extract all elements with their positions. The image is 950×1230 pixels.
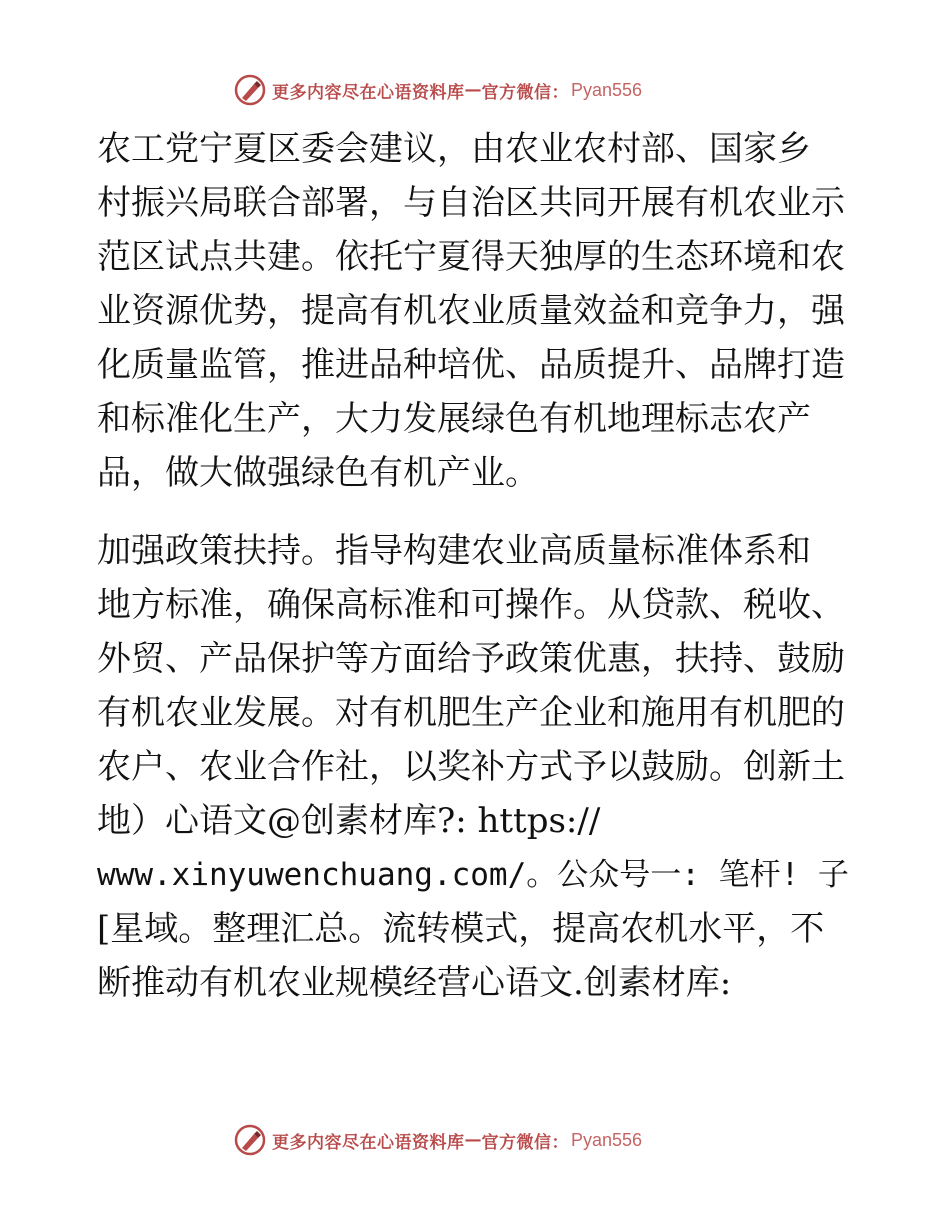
document-body bbox=[97, 122, 867, 1010]
text-line: 村振兴局联合部署，与自治区共同开展有机农业示 bbox=[97, 183, 845, 223]
text-line: 品，做大做强绿色有机产业。 bbox=[97, 453, 539, 493]
text-line: 范区试点共建。依托宁夏得天独厚的生态环境和农 bbox=[97, 237, 845, 277]
text-line: 加强政策扶持。指导构建农业高质量标准体系和 bbox=[97, 531, 811, 571]
paragraph-spacer bbox=[97, 500, 867, 524]
watermark-account: Pyan556 bbox=[571, 1129, 643, 1150]
watermark-label: 官方微信： bbox=[481, 1132, 569, 1153]
text-line: 和标准化生产，大力发展绿色有机地理标志农产 bbox=[97, 399, 811, 439]
pen-logo-icon bbox=[234, 1124, 266, 1156]
text-line: 有机农业发展。对有机肥生产企业和施用有机肥的 bbox=[97, 693, 845, 733]
watermark-separator: — bbox=[464, 1130, 482, 1150]
footer-watermark bbox=[234, 1122, 642, 1158]
text-line-url: www.xinyuwenchuang.com/。公众号一: 笔杆! 子 bbox=[97, 857, 849, 893]
watermark-label: 官方微信： bbox=[481, 82, 569, 103]
paragraph bbox=[97, 524, 867, 1010]
header-watermark bbox=[234, 72, 642, 108]
pen-logo-icon bbox=[234, 74, 266, 106]
text-line: 地）心语文@创素材库?: https:// bbox=[97, 801, 601, 841]
text-line: [星域。整理汇总。流转模式，提高农机水平，不 bbox=[97, 909, 825, 949]
watermark-separator: — bbox=[464, 80, 482, 100]
paragraph bbox=[97, 122, 867, 500]
watermark-account: Pyan556 bbox=[571, 79, 643, 100]
text-line: 地方标准，确保高标准和可操作。从贷款、税收、 bbox=[97, 585, 845, 625]
watermark-text: 更多内容尽在心语资料库 bbox=[272, 82, 465, 103]
text-line: 化质量监管，推进品种培优、品质提升、品牌打造 bbox=[97, 345, 845, 385]
text-line: 断推动有机农业规模经营心语文.创素材库: bbox=[97, 963, 732, 1003]
text-line: 农户、农业合作社，以奖补方式予以鼓励。创新土 bbox=[97, 747, 845, 787]
text-line: 外贸、产品保护等方面给予政策优惠，扶持、鼓励 bbox=[97, 639, 845, 679]
watermark-text: 更多内容尽在心语资料库 bbox=[272, 1132, 465, 1153]
text-line: 业资源优势，提高有机农业质量效益和竞争力，强 bbox=[97, 291, 845, 331]
text-line: 农工党宁夏区委会建议，由农业农村部、国家乡 bbox=[97, 129, 811, 169]
